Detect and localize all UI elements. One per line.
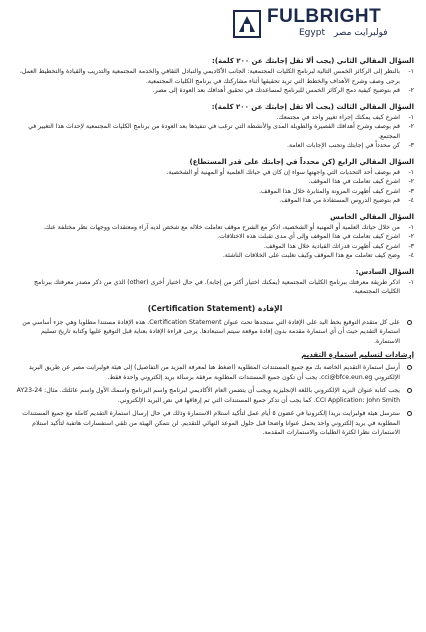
logo-emblem-icon [233, 10, 261, 38]
document-body [16, 56, 414, 442]
bullet-icon [407, 365, 412, 370]
list-item: ١- اشرح كيف يمكنك إجراء تغيير واحد في مجتمعك. [276, 113, 414, 121]
question-4-section [16, 157, 414, 206]
list-item: ٢- اشرح كيف تعاملت في هذا الموقف وإلى أي مدى تقبلت هذه الاختلافات. [217, 233, 414, 240]
question-2-section [16, 56, 414, 96]
list-item: ٢- قم بتوضيح كيفية دمج الركائز الخمس للبرنامج لمساعدتك في تحقيق أهدافك بعد العودة إلى مصر. [152, 87, 414, 94]
delivery-bullet: سترسل هيئة فولبرايت بريدا إلكترونيا في غضون ٥ أيام عمل لتأكيد استلام الاستمارة وذلك في حال إرسال استمارة التقديم كاملة مع جميع المستندات المطلوبة في بريد إلكتروني واحد يحمل عنوانا واضحا قبل حلول الموعد النهائي للتقديم. لن نتمكن الهيئة من تلقي استفسارات هاتفية لتأكيد استلام الاستمارات نظرا لكثرة الطلبات والاستمارات المقدمة. [16, 409, 414, 438]
list-item: ١- قم بوصف أحد التحديات التي واجهتها سواء إن كان في حياتك العلمية أو المهنية أو الشخصية. [166, 168, 414, 176]
logo-subtitle [293, 28, 388, 38]
list-item: ١- اذكر طريقة معرفتك ببرنامج الكليات المجتمعية (يمكنك اختيار أكثر من إجابة). في حال اختيار أخرى (other) الذي من ذكر مصدر معرفتك ببرنامج الكليات المجتمعية. [34, 278, 414, 295]
question-3-section [16, 102, 414, 151]
certification-heading: الإفادة (Certification Statement) [147, 303, 283, 313]
list-item: ٣- اشرح كيف أظهرت قدراتك القيادية خلال هذا الموقف. [263, 242, 414, 250]
logo-sub-ar: فولبرايت مصر [333, 28, 388, 38]
question-6-title: السؤال السادس: [355, 267, 414, 276]
list-item: ٤- وضح كيف تعاملت مع هذا الموقف وكيف تغلبت على الخلافات الناشئة. [222, 252, 414, 259]
delivery-bullet: أرسل استمارة التقديم الخاصة بك مع جميع المستندات المطلوبة (اضغط هنا لمعرفة المزيد من التفاصيل) إلى هيئة فولبرايت مصر عن طريق البريد الإلكتروني cci@bfce.eun.eg. يجب أن تكون جميع المستندات المطلوبة مرفقة برسالة بريد إلكتروني واحدة فقط. [16, 363, 414, 382]
certification-paragraph: على كل متقدم التوقيع بخط اليد على الإفادة التي ستجدها تحت عنوان Certification Statement. هذه الإفادة مستندا مطلوبا وهي جزء أساسي من استمارة التقديم حيث أن أي استمارة مقدمة بدون إفادة موقعة سيتم استبعادها. يرجى قراءة الإفادة بعناية قبل التوقيع عليها وكتابة تاريخ تسليم الاستمارة. [16, 318, 414, 347]
list-item: ١- من خلال حياتك العلمية أو المهنية أو الشخصية، اذكر مع الشرح موقف تعاملت خلاله مع شخص لديه آراء ومعتقدات ووجهات نظر مختلفة عنك. [43, 223, 414, 231]
question-5-section [16, 212, 414, 261]
bullet-icon [407, 388, 412, 393]
question-5-title: السؤال المقالي الخامس [330, 212, 414, 221]
list-item: ٤- قم بتوضيح الدروس المستفادة من هذا الموقف. [279, 197, 414, 204]
delivery-heading: إرشادات لتسليم استمارة التقديم [301, 351, 414, 359]
question-4-title: السؤال المقالي الرابع (كن محدداً في إجابتك على قدر المستطاع) [189, 157, 414, 166]
question-6-section [16, 267, 414, 297]
question-3-title: السؤال المقالي الثالث (يجب ألا تقل إجابتك عن ٢٠٠ كلمة): [211, 102, 414, 111]
list-item: ٣- كن محدداً في إجابتك وتجنب الإجابات العامة. [287, 142, 414, 149]
delivery-bullet: يجب كتابة عنوان البريد الإلكتروني باللغة الإنجليزية ويجب أن يتضمن العام الأكاديمي لبرنامج واسم البرنامج واسمك الأول واسم عائلتك. مثال: AY23-24 CCI Application: John Smith. كما يجب أن تذكر جميع المستندات التي تم إرفاقها في نص البريد الإلكتروني. [16, 386, 414, 405]
logo-brand-text: FULBRIGHT [267, 6, 382, 27]
list-item: ١- بالنظر إلى الركائز الخمس التالية لبرنامج الكليات المجتمعية: الجانب الأكاديمي والتبادل الثقافي والخدمة المجتمعية والتدريب والقيادة والتخطيط العمل، برجى وصف وشرح الأهداف والخطط التي تريد تحقيقها أثناء مشاركتك في برنامج الكليات المجتمعية. [19, 68, 414, 85]
fulbright-egypt-logo [233, 6, 408, 44]
list-item: ٣- اشرح كيف أظهرت المرونة والمثابرة خلال هذا الموقف. [259, 187, 414, 195]
list-item: ٢- قم بوصف وشرح أهدافك القصيرة والطويلة المدى والأنشطة التي ترغب في تنفيذها بعد العودة من برنامج الكليات المجتمعية لإحداث هذا التغيير في المجتمع. [28, 123, 414, 140]
bullet-icon [407, 411, 412, 416]
list-item: ٢- اشرح كيف تعاملت في هذا الموقف. [308, 178, 414, 185]
bullet-icon [407, 320, 412, 325]
question-2-title: السؤال المقالي الثاني (يجب ألا تقل إجابتك عن ٢٠٠ كلمة): [212, 57, 414, 65]
logo-sub-en: Egypt [299, 28, 325, 38]
